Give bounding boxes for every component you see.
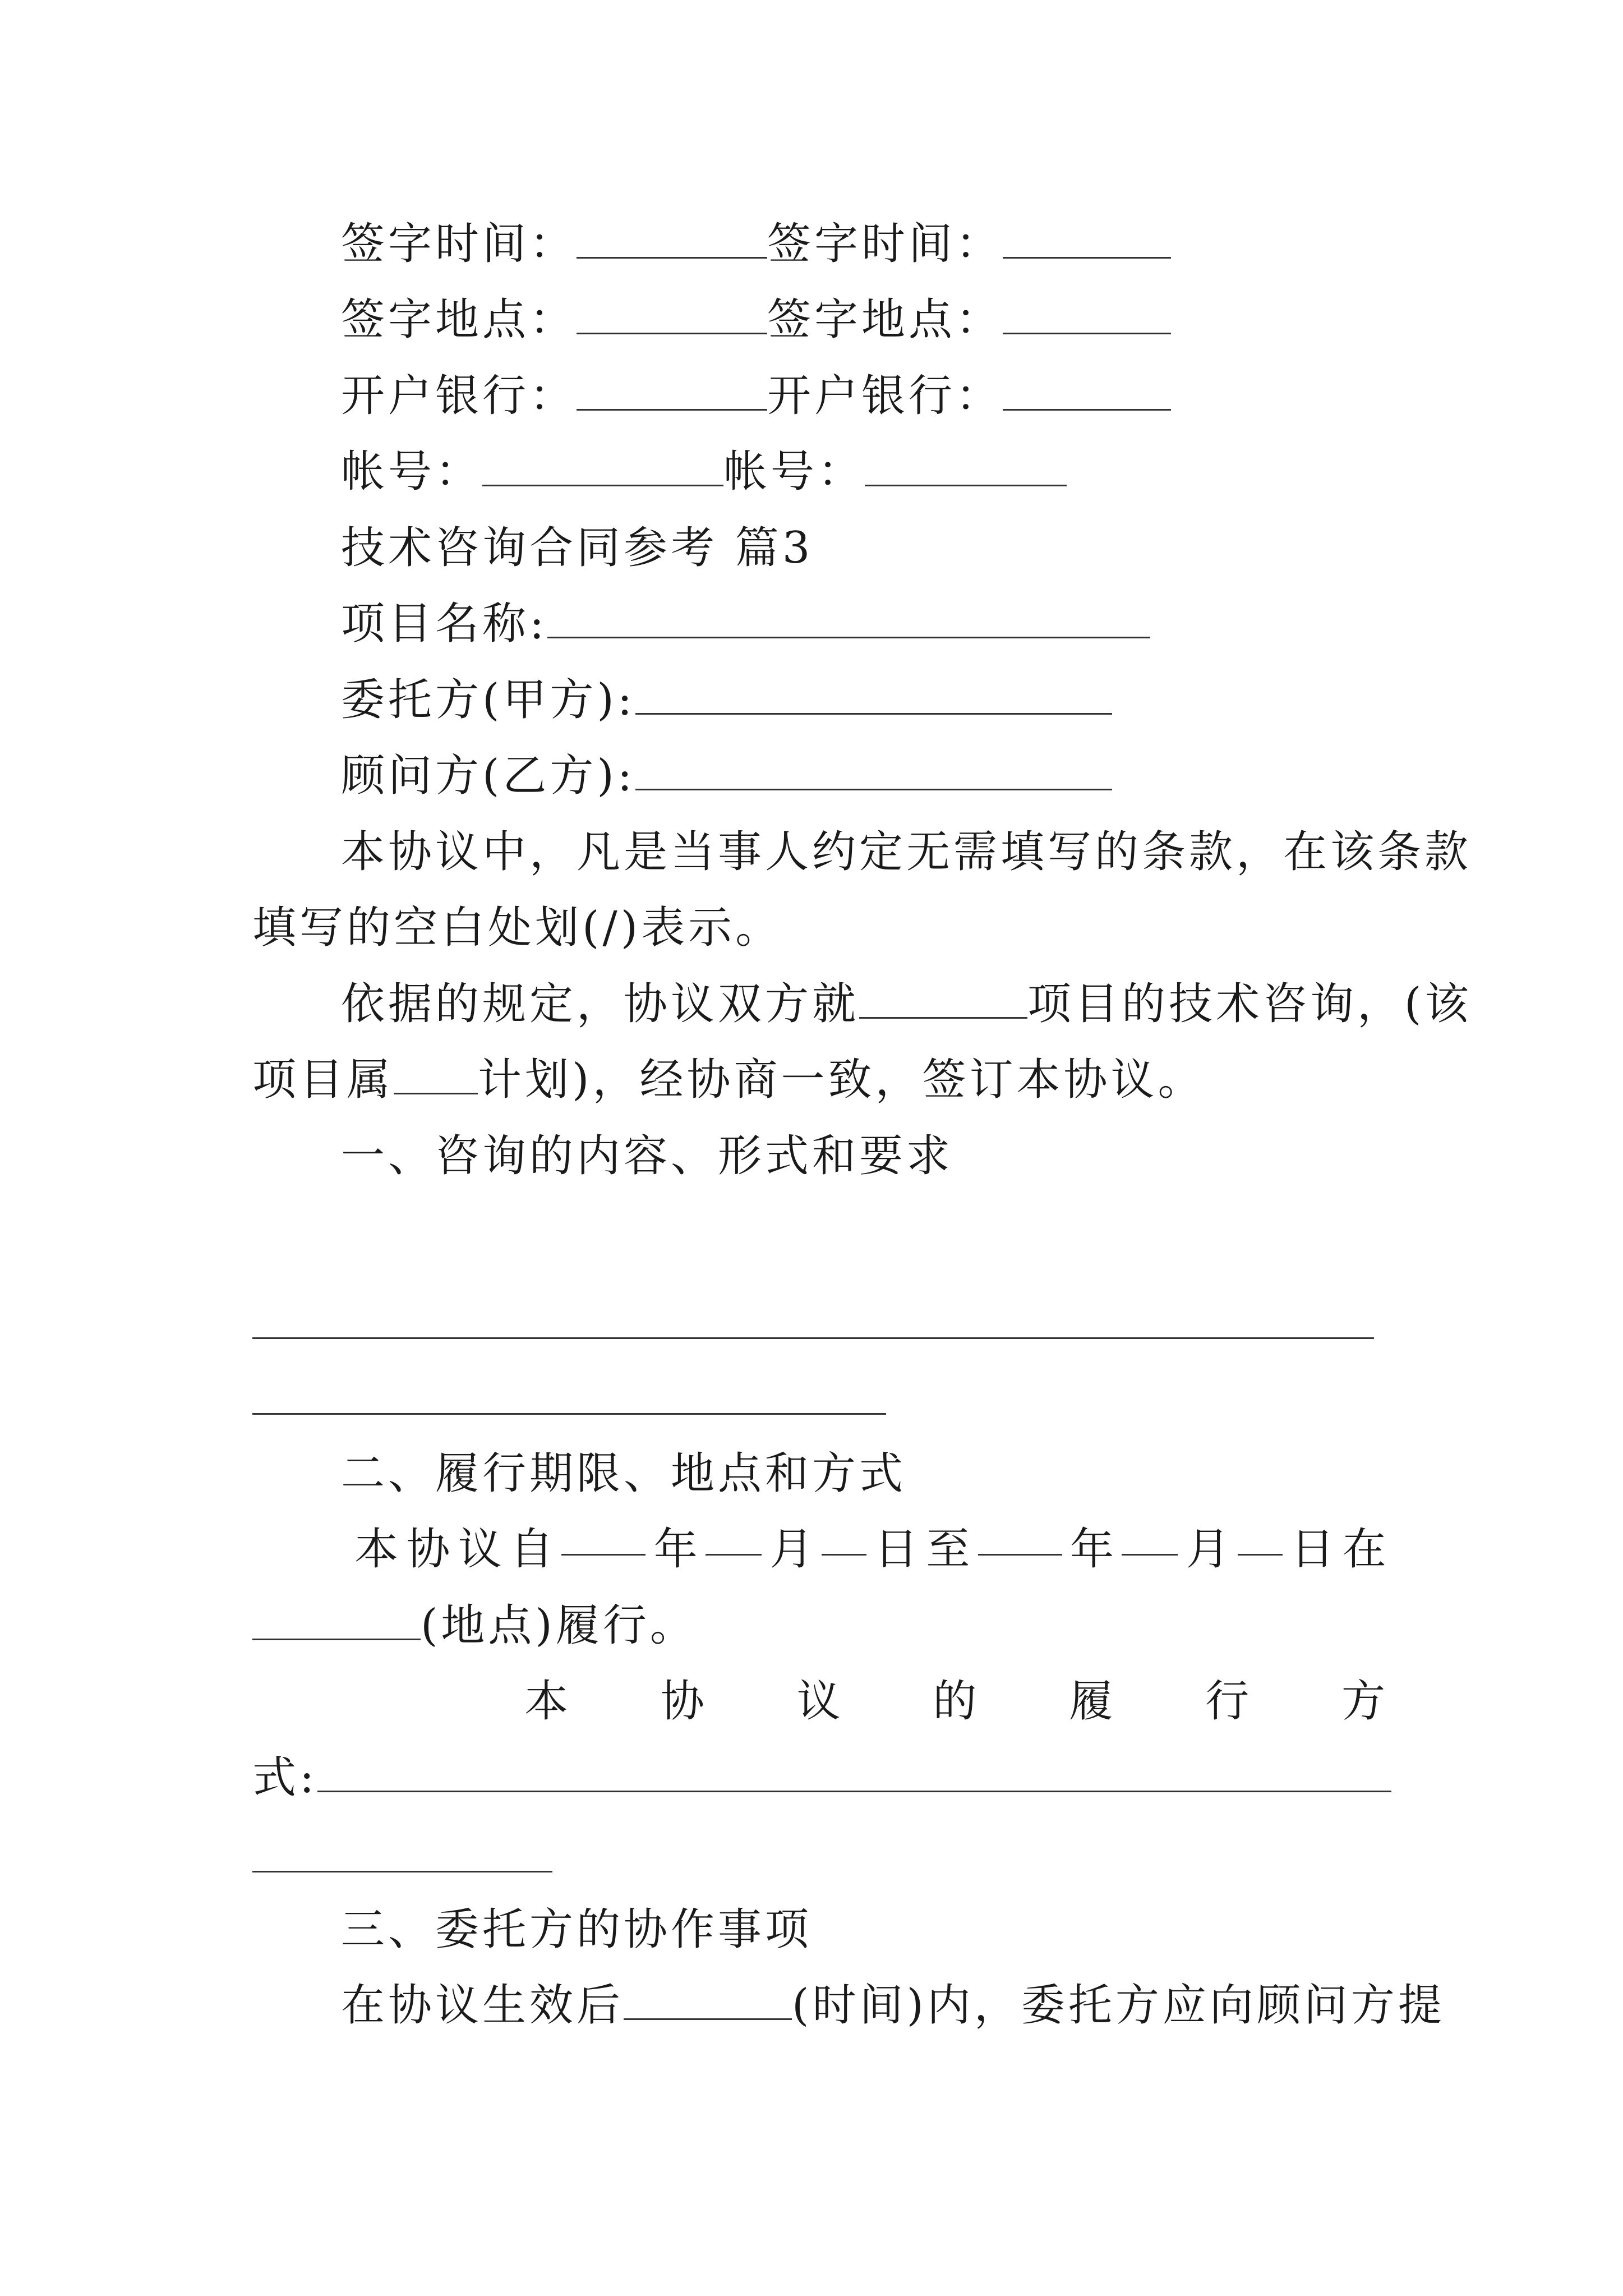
section1-title: 一、咨询的内容、形式和要求 xyxy=(341,1131,954,1181)
bank-blank-a[interactable] xyxy=(577,376,767,411)
intro-p1-line1-row xyxy=(0,824,1623,880)
contract-heading-row xyxy=(0,520,1623,576)
section2-title: 二、履行期限、地点和方式 xyxy=(341,1448,907,1499)
plan-blank[interactable] xyxy=(394,1060,478,1094)
method-char: 议 xyxy=(796,1676,841,1727)
intro-p1-line2-row xyxy=(0,900,1623,956)
sign-place-blank-b[interactable] xyxy=(1003,300,1171,334)
section3-text-a: 在协议生效后 xyxy=(341,1980,624,2031)
period-char: 日 xyxy=(1290,1524,1335,1575)
content-blank-line-1[interactable] xyxy=(252,1337,1374,1339)
method-char: 方 xyxy=(1341,1676,1385,1727)
intro-p1-line2: 填写的空白处划(/)表示。 xyxy=(252,903,783,953)
sign-place-label-a: 签字地点： xyxy=(341,295,577,345)
time-blank[interactable] xyxy=(624,1986,792,2020)
sign-time-row xyxy=(0,216,1623,272)
intro-p1-line1: 本协议中，凡是当事人约定无需填写的条款，在该条款 xyxy=(341,827,1472,877)
method-char: 协 xyxy=(660,1676,704,1727)
period-char: 月 xyxy=(1186,1524,1230,1575)
method-char: 行 xyxy=(1205,1676,1249,1727)
place-line-row xyxy=(0,1598,1623,1654)
section3-title-row xyxy=(0,1902,1623,1958)
end-month-blank[interactable] xyxy=(1122,1521,1178,1556)
account-label-b: 帐号： xyxy=(723,447,865,497)
period-line-row xyxy=(0,1521,1623,1577)
period-char: 议 xyxy=(458,1524,502,1575)
intro-p2-line1-row xyxy=(0,976,1623,1032)
period-char: 协 xyxy=(406,1524,450,1575)
consultant-row xyxy=(0,748,1623,804)
intro-p2-text-c: 项目属 xyxy=(252,1055,394,1105)
period-char: 本 xyxy=(354,1524,399,1575)
bank-label-b: 开户银行： xyxy=(767,371,1003,421)
period-char: 月 xyxy=(769,1524,814,1575)
period-char: 年 xyxy=(1070,1524,1114,1575)
method-blank[interactable] xyxy=(317,1758,1391,1792)
period-char: 在 xyxy=(1342,1524,1386,1575)
consultant-label: 顾问方(乙方): xyxy=(341,751,636,801)
project-blank[interactable] xyxy=(859,984,1027,1019)
end-day-blank[interactable] xyxy=(1238,1521,1283,1556)
period-char: 自 xyxy=(510,1524,554,1575)
sign-place-row xyxy=(0,292,1623,348)
bank-blank-b[interactable] xyxy=(1003,376,1171,411)
method-blank-row xyxy=(0,1750,1623,1806)
intro-p2-line2-row xyxy=(0,1052,1623,1108)
method-line-row xyxy=(0,1673,1623,1729)
method-label: 式: xyxy=(252,1752,318,1803)
method-char: 的 xyxy=(933,1676,977,1727)
consultant-blank[interactable] xyxy=(635,756,1112,790)
sign-time-blank-a[interactable] xyxy=(577,224,767,259)
project-name-blank[interactable] xyxy=(547,604,1150,638)
end-year-blank[interactable] xyxy=(978,1521,1062,1556)
period-char: 年 xyxy=(653,1524,698,1575)
sign-time-label-b: 签字时间： xyxy=(767,219,1003,269)
account-row xyxy=(0,444,1623,500)
period-char: 日 xyxy=(874,1524,919,1575)
client-blank[interactable] xyxy=(635,680,1112,715)
start-month-blank[interactable] xyxy=(706,1521,762,1556)
section3-title: 三、委托方的协作事项 xyxy=(341,1904,813,1955)
project-name-row xyxy=(0,596,1623,652)
sign-time-blank-b[interactable] xyxy=(1003,224,1171,259)
method-char: 本 xyxy=(524,1676,569,1727)
bank-row xyxy=(0,368,1623,424)
intro-p2-text-d: 计划)，经协商一致，签订本协议。 xyxy=(478,1055,1205,1105)
sign-place-label-b: 签字地点： xyxy=(767,295,1003,345)
method-char: 履 xyxy=(1069,1676,1113,1727)
sign-place-blank-a[interactable] xyxy=(577,300,767,334)
contract-heading: 技术咨询合同参考 篇3 xyxy=(341,523,814,573)
content-blank-line-2[interactable] xyxy=(252,1413,886,1415)
section3-line1-row xyxy=(0,1977,1623,2033)
sign-time-label-a: 签字时间： xyxy=(341,219,577,269)
project-name-label: 项目名称: xyxy=(341,599,548,649)
period-char: 至 xyxy=(926,1524,970,1575)
section3-text-b: (时间)内，委托方应向顾问方提 xyxy=(792,1980,1445,2031)
client-label: 委托方(甲方): xyxy=(341,675,636,725)
bank-label-a: 开户银行： xyxy=(341,371,577,421)
intro-p2-text-a: 依据的规定，协议双方就 xyxy=(341,979,860,1029)
client-row xyxy=(0,672,1623,728)
start-day-blank[interactable] xyxy=(822,1521,866,1556)
account-blank-b[interactable] xyxy=(865,452,1067,486)
method-blank-line-2[interactable] xyxy=(252,1871,552,1872)
account-label-a: 帐号： xyxy=(341,447,483,497)
place-blank[interactable] xyxy=(252,1606,421,1640)
start-year-blank[interactable] xyxy=(561,1521,645,1556)
place-text: (地点)履行。 xyxy=(421,1600,697,1651)
section1-title-row xyxy=(0,1128,1623,1184)
intro-p2-text-b: 项目的技术咨询，(该 xyxy=(1027,979,1472,1029)
account-blank-a[interactable] xyxy=(482,452,723,486)
section2-title-row xyxy=(0,1446,1623,1502)
